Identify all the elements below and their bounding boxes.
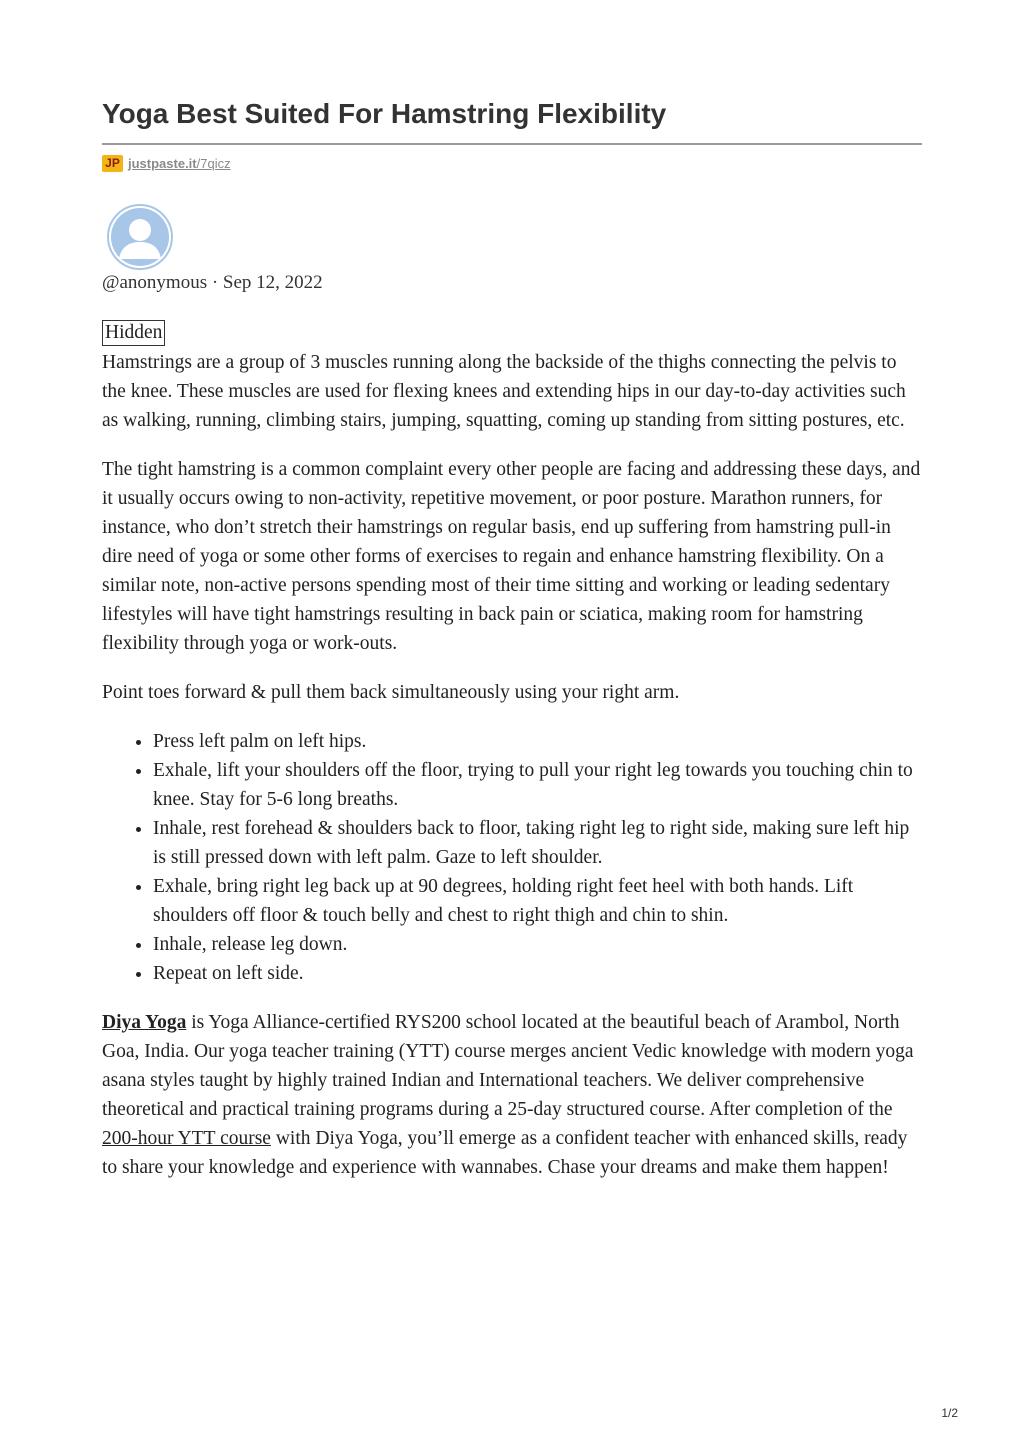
source-link[interactable] — [102, 153, 231, 173]
article-body — [102, 318, 922, 1202]
avatar-graphic — [107, 204, 173, 270]
list-item: • Exhale, bring right leg back up at 90 degrees, holding right feet heel with both hands. Lift shoulders off floor & touch belly and chest to right thigh and chin to shin. — [153, 872, 922, 930]
source-path[interactable]: /7qicz — [196, 155, 231, 171]
ytt-course-link[interactable]: 200-hour YTT course — [102, 1128, 271, 1149]
paragraph-intro: Hamstrings are a group of 3 muscles running along the backside of the thighs connecting the pelvis to the knee. These muscles are used for flexing knees and extending hips in our day-to-day activities such as walking, running, climbing stairs, jumping, squatting, coming up standing from sitting postures, etc. — [102, 352, 906, 431]
page-number: 1/2 — [941, 1406, 958, 1420]
hidden-label: Hidden — [102, 320, 165, 346]
paragraph-tight-hamstring: The tight hamstring is a common complaint every other people are facing and addressing these days, and it usually occurs owing to non-activity, repetitive movement, or poor posture. Marathon runners, for instance, who don’t stretch their hamstrings on regular basis, end up suffering from hamstring pull-in dire need of yoga or some other forms of exercises to regain and enhance hamstring flexibility. On a similar note, non-active persons spending most of their time sitting and working or leading sedentary lifestyles will have tight hamstrings resulting in back pain or sciatica, making room for hamstring flexibility through yoga or work-outs. — [102, 459, 921, 654]
source-domain[interactable]: justpaste.it — [128, 155, 197, 171]
list-item: • Inhale, release leg down. — [153, 930, 922, 959]
title-divider — [102, 143, 922, 145]
paragraph-instruction: Point toes forward & pull them back simultaneously using your right arm. — [102, 682, 680, 703]
page-title: Yoga Best Suited For Hamstring Flexibility — [102, 98, 667, 129]
paragraph-diya-text-1: is Yoga Alliance-certified RYS200 school located at the beautiful beach of Arambol, North Goa, India. Our yoga teacher training (YTT) course merges ancient Vedic knowledge with modern yoga asana styles taught by highly trained Indian and International teachers. We deliver comprehensive theoretical and practical training programs during a 25-day structured course. After completion of the — [102, 1012, 914, 1120]
justpaste-logo-icon: JP — [102, 155, 123, 172]
paragraph-diya-text-2: with Diya Yoga, you’ll emerge as a confident teacher with enhanced skills, ready to share your knowledge and experience with wannabes. Chase your dreams and make them happen! — [102, 1128, 908, 1178]
list-item: • Exhale, lift your shoulders off the floor, trying to pull your right leg towards you touching chin to knee. Stay for 5-6 long breaths. — [153, 756, 922, 814]
author-byline: @anonymous · Sep 12, 2022 — [102, 272, 323, 293]
paragraph-diya-yoga — [102, 1008, 922, 1182]
diya-yoga-link[interactable]: Diya Yoga — [102, 1012, 187, 1033]
list-item: • Press left palm on left hips. — [153, 727, 922, 756]
list-item: • Inhale, rest forehead & shoulders back to floor, taking right leg to right side, making sure left hip is still pressed down with left palm. Gaze to left shoulder. — [153, 814, 922, 872]
list-item: • Repeat on left side. — [153, 959, 922, 988]
user-avatar-icon — [107, 204, 173, 270]
steps-list — [102, 727, 922, 988]
